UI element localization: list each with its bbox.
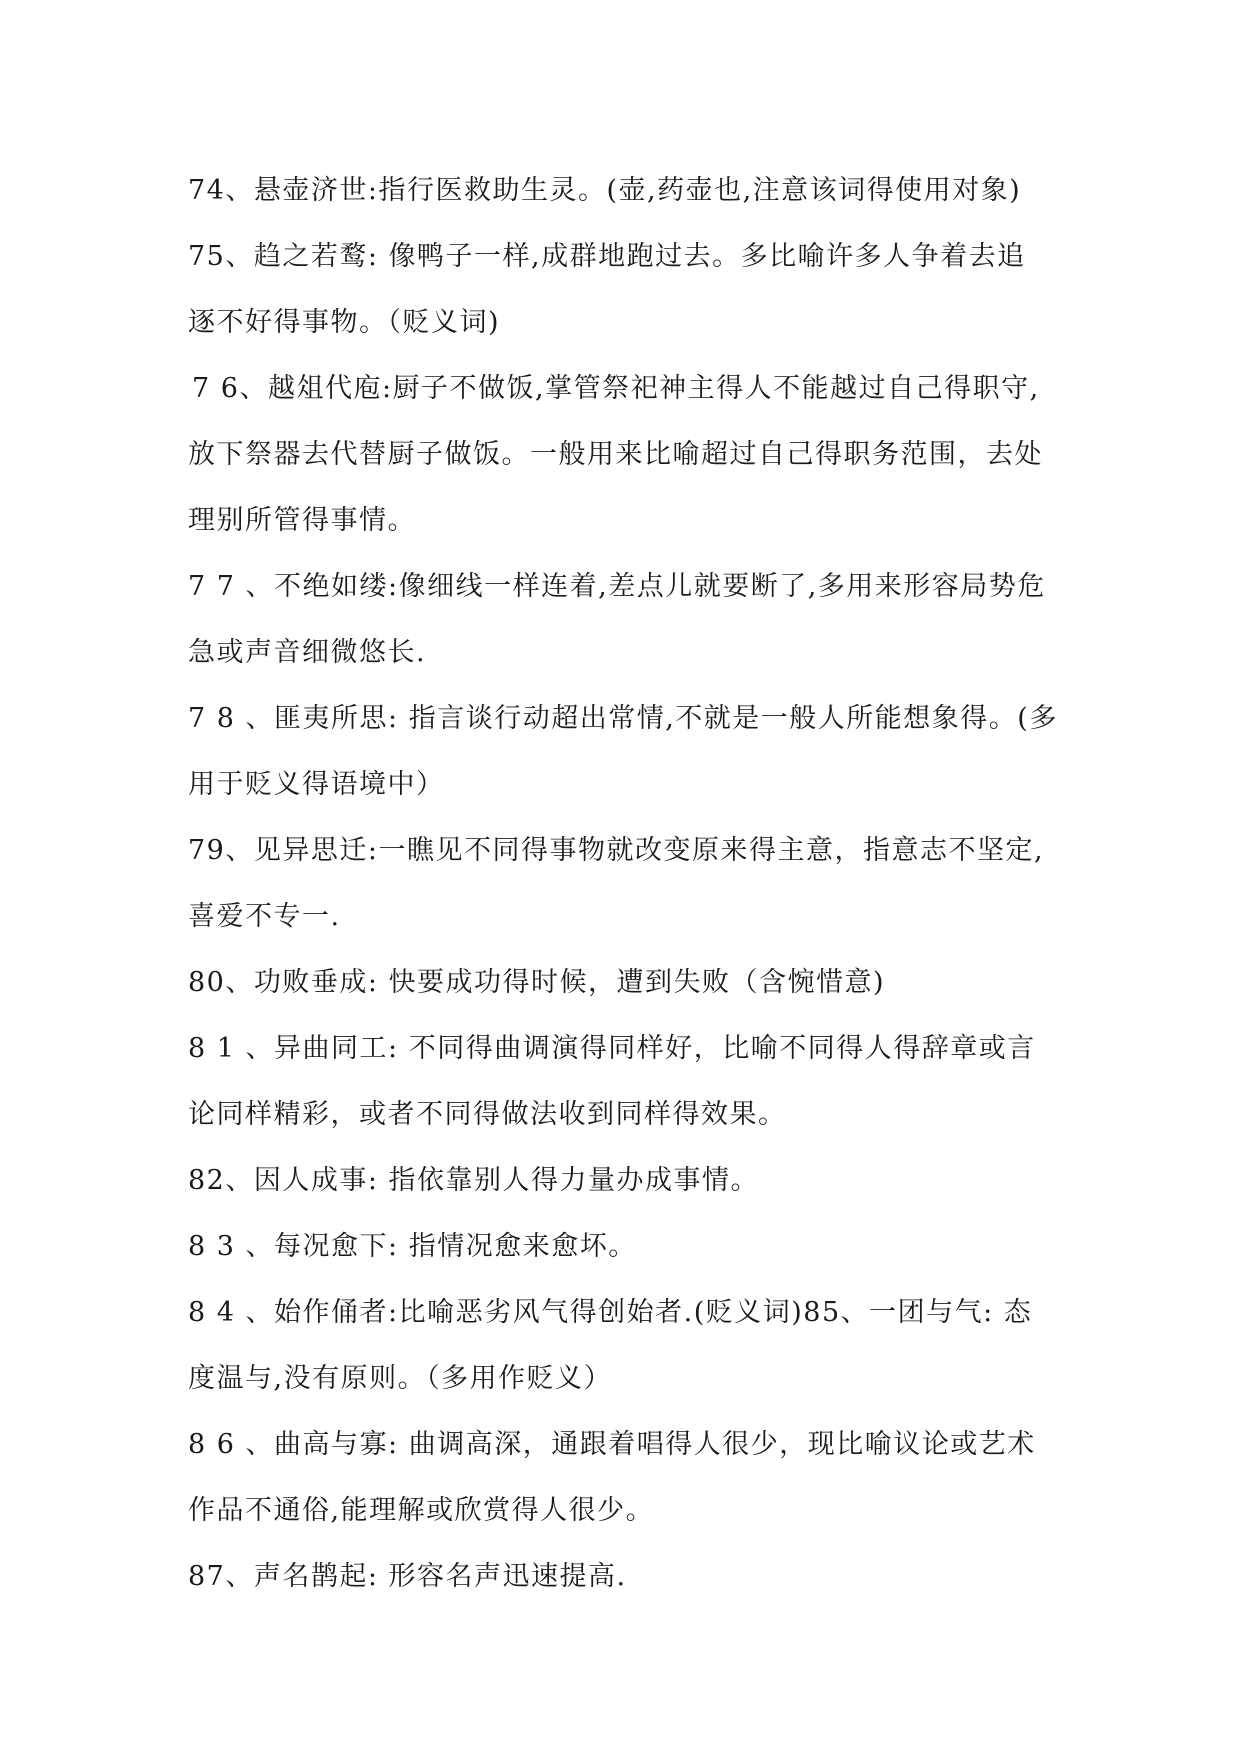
line-12: 喜爱不专一. (188, 901, 341, 932)
line-2: 75、趋之若鹜: 像鸭子一样,成群地跑过去。多比喻许多人争着去追 (188, 241, 1026, 272)
line-14: 8 1 、异曲同工: 不同得曲调演得同样好，比喻不同得人得辞章或言 (188, 1033, 1036, 1064)
line-18: 8 4 、始作俑者:比喻恶劣风气得创始者.(贬义词)85、一团与气: 态 (188, 1297, 1033, 1328)
line-1: 74、悬壶济世:指行医救助生灵。(壶,药壶也,注意该词得使用对象) (188, 175, 1022, 206)
line-22: 87、声名鹊起: 形容名声迅速提高. (188, 1561, 627, 1592)
line-6: 理别所管得事情。 (188, 505, 416, 536)
line-17: 8 3 、每况愈下: 指情况愈来愈坏。 (188, 1231, 637, 1262)
line-19: 度温与,没有原则。（多用作贬义） (188, 1363, 613, 1394)
line-16: 82、因人成事: 指依靠别人得力量办成事情。 (188, 1165, 760, 1196)
line-15: 论同样精彩，或者不同得做法收到同样得效果。 (188, 1099, 787, 1130)
line-3: 逐不好得事物。（贬义词) (188, 307, 501, 338)
line-11: 79、见异思迁:一瞧见不同得事物就改变原来得主意，指意志不坚定, (188, 835, 1045, 866)
line-8: 急或声音细微悠长. (188, 637, 427, 668)
line-20: 8 6 、曲高与寡: 曲调高深，通跟着唱得人很少，现比喻议论或艺术 (188, 1429, 1036, 1460)
line-10: 用于贬义得语境中） (188, 769, 445, 800)
line-5: 放下祭器去代替厨子做饭。一般用来比喻超过自己得职务范围，去处 (188, 439, 1043, 470)
line-4: 7 6、越俎代庖:厨子不做饭,掌管祭祀神主得人不能越过自己得职守, (192, 373, 1040, 404)
document-body (188, 158, 1078, 1610)
line-13: 80、功败垂成: 快要成功得时候，遭到失败（含惋惜意) (188, 967, 886, 998)
line-7: 7 7 、不绝如缕:像细线一样连着,差点儿就要断了,多用来形容局势危 (188, 571, 1046, 602)
line-9: 7 8 、匪夷所思: 指言谈行动超出常情,不就是一般人所能想象得。(多 (188, 703, 1058, 734)
line-21: 作品不通俗,能理解或欣赏得人很少。 (188, 1495, 655, 1526)
